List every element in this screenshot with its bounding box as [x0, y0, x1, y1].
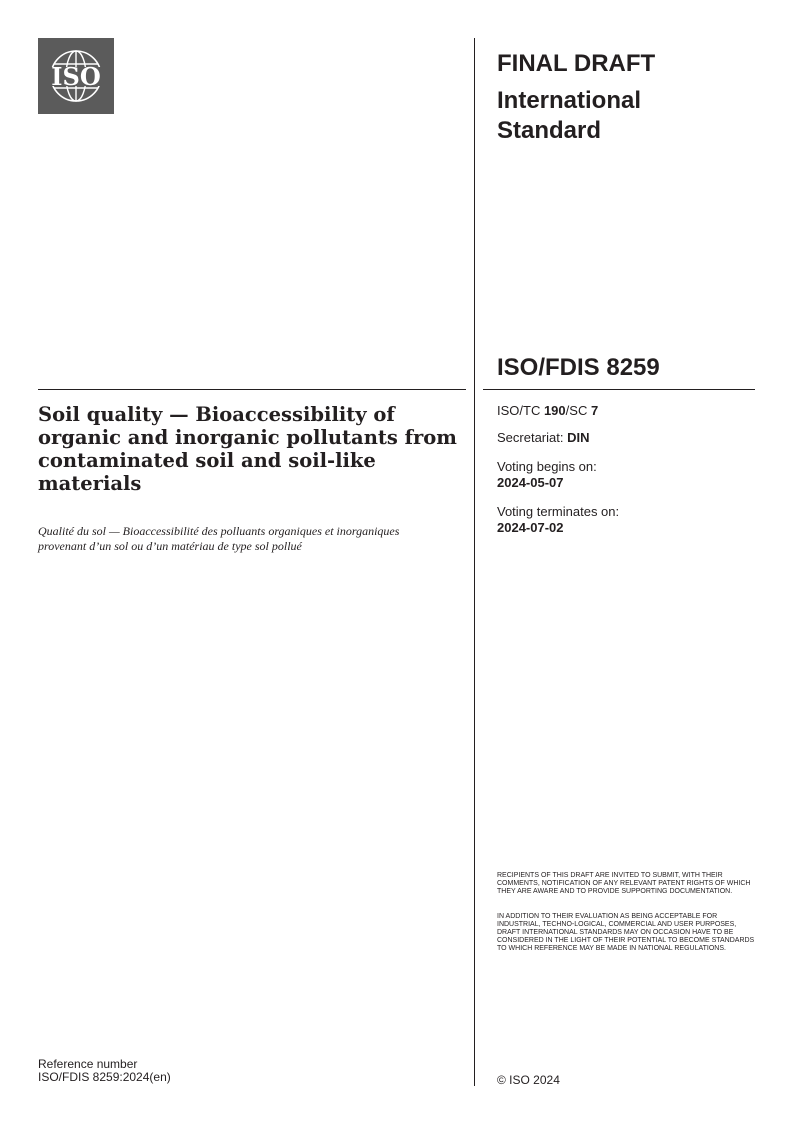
notice-patent: RECIPIENTS OF THIS DRAFT ARE INVITED TO SUBMIT, WITH THEIR COMMENTS, NOTIFICATION OF ANY RELEVANT PATENT RIGHTS OF WHICH THEY ARE AWARE AND TO PROVIDE SUPPORTING DOCUMENTATION. — [497, 872, 751, 896]
secretariat — [497, 430, 589, 446]
document-number: ISO/FDIS 8259 — [497, 354, 660, 381]
voting-terminates — [497, 504, 619, 536]
voting-terminates-date: 2024-07-02 — [497, 520, 564, 535]
secretariat-label: Secretariat: — [497, 430, 568, 445]
secretariat-value: DIN — [567, 430, 590, 445]
document-type: International Standard — [497, 87, 642, 144]
reference-value: ISO/FDIS 8259:2024(en) — [38, 1070, 171, 1084]
reference-label: Reference number — [38, 1057, 138, 1071]
committee — [497, 403, 598, 419]
committee-tc: 190 — [543, 403, 566, 418]
right-divider — [483, 389, 755, 390]
title-english: Soil quality — Bioaccessibility of organic and inorganic pollutants from contaminated soil and soil-like materials — [38, 403, 457, 495]
vertical-divider — [474, 38, 475, 1086]
notice-evaluation: IN ADDITION TO THEIR EVALUATION AS BEING ACCEPTABLE FOR INDUSTRIAL, TECHNO-LOGICAL, COMMERCIAL AND USER PURPOSES, DRAFT INTERNATIONAL STANDARDS MAY ON OCCASION HAVE TO BE CONSIDERED IN THE LIGHT OF THEIR POTENTIAL TO BECOME STANDARDS TO WHICH REFERENCE MAY BE MADE IN NATIONAL REGULATIONS. — [497, 913, 755, 953]
committee-sep: /SC — [565, 403, 591, 418]
voting-begins-date: 2024-05-07 — [497, 475, 564, 490]
iso-logo — [38, 38, 114, 114]
committee-sc: 7 — [590, 403, 599, 418]
reference-number — [38, 1058, 171, 1084]
left-divider — [38, 389, 466, 390]
voting-begins — [497, 459, 597, 491]
draft-status: FINAL DRAFT — [497, 50, 656, 77]
committee-prefix: ISO/TC — [497, 403, 544, 418]
voting-terminates-label: Voting terminates on: — [497, 504, 620, 519]
globe-icon — [38, 38, 114, 114]
voting-begins-label: Voting begins on: — [497, 459, 597, 474]
logo-text: ISO — [51, 62, 101, 91]
title-french: Qualité du sol — Bioaccessibilité des polluants organiques et inorganiques provenant d’un sol ou d’un matériau de type sol pollué — [38, 524, 400, 553]
copyright: © ISO 2024 — [497, 1073, 560, 1087]
